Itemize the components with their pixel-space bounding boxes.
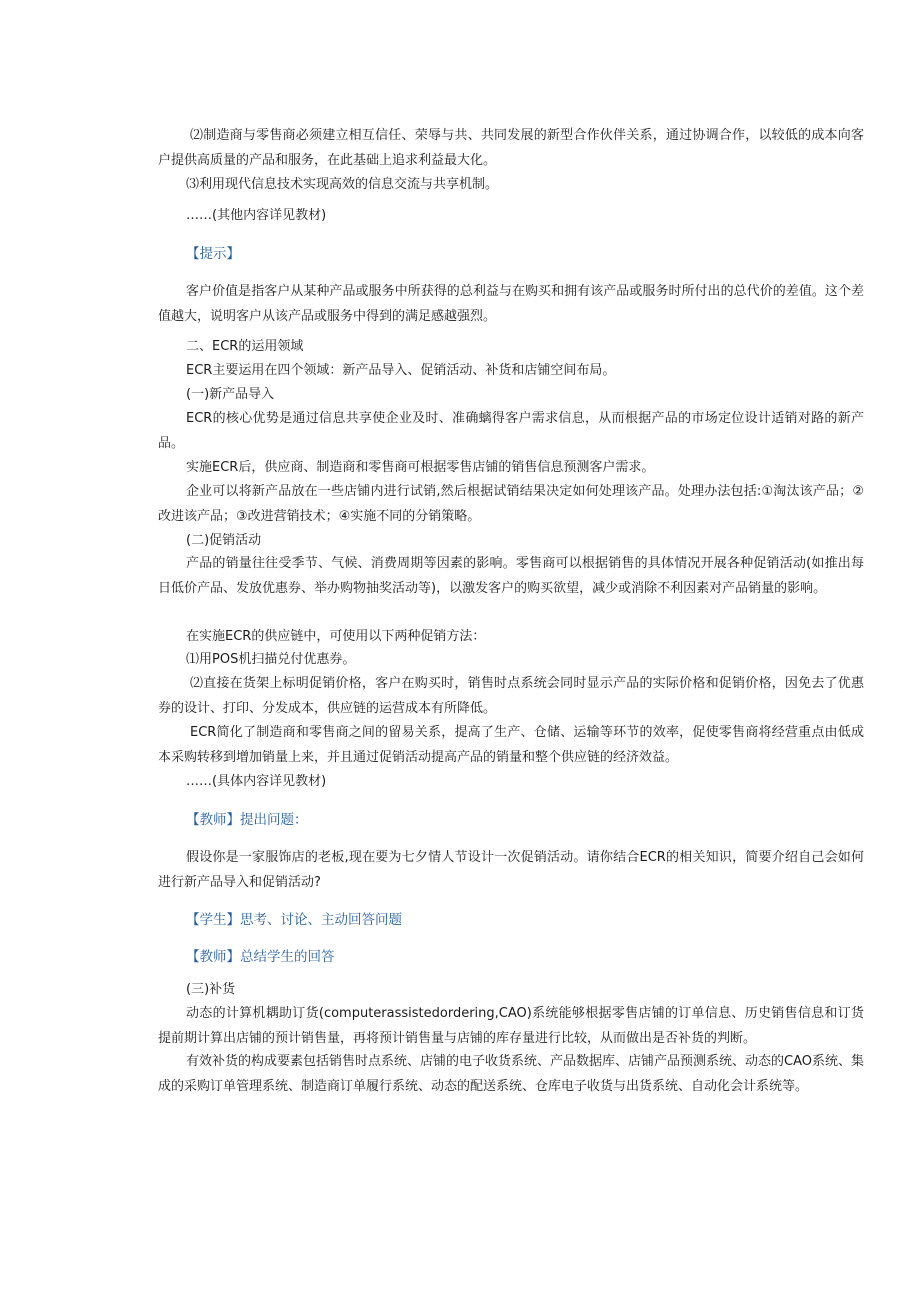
paragraph-replenishment-elements: 有效补货的构成要素包括销售时点系统、店铺的电子收货系统、产品数据库、店铺产品预测系统、动态的CAO系统、集成的采购订单管理系统、制造商订单履行系统、动态的配送系统、仓库电子收货与出货系统、自动化会计系统等。 (158, 1054, 864, 1094)
paragraph-ecr-advantage: ECR的核心优势是通过信息共享使企业及时、准确螭得客户需求信息，从而根据产品的市场定位设计适销对路的新产品。 (158, 411, 864, 451)
paragraph-trial-sales: 企业可以将新产品放在一些店铺内进行试销,然后根据试销结果决定如何处理该产品。处理办法包括:①淘汰该产品；②改进该产品；③改进营销技术；④实施不同的分销策略。 (158, 484, 864, 524)
paragraph-pos-coupons: ⑴用POS机扫描兑付优惠券。 (186, 652, 356, 667)
subheading-promotion: (二)促销活动 (186, 533, 262, 548)
student-activity-label: 【学生】思考、讨论、主动回答问题 (186, 912, 402, 928)
section-heading-ecr-areas: 二、ECR的运用领域 (186, 339, 304, 354)
paragraph-ecr-forecast: 实施ECR后，供应商、制造商和零售商可根据零售店铺的销售信息预测客户需求。 (186, 460, 655, 475)
paragraph-see-textbook: ……(其他内容详见教材) (186, 208, 327, 223)
paragraph-ecr-areas: ECR主要运用在四个领域：新产品导入、促销活动、补货和店铺空间布局。 (186, 363, 616, 378)
paragraph-promotion-factors: 产品的销量往往受季节、气候、消费周期等因素的影响。零售商可以根据销售的具体情况开展各种促销活动(如推出每日低价产品、发放优惠券、举办购物抽奖活动等)，以激发客户的购买欲望，减少或消除不利因素对产品销量的影响。 (158, 556, 864, 596)
paragraph-ecr-simplifies: ECR简化了制造商和零售商之间的留易关系，提高了生产、仓储、运输等环节的效率，促使零售商将经营重点由低成本采购转移到增加销量上来，并且通过促销活动提高产品的销量和整个供应链的经济效益。 (158, 725, 864, 765)
paragraph-promotion-methods: 在实施ECR的供应链中，可使用以下两种促销方法： (186, 629, 486, 644)
teacher-question-label: 【教师】提出问题： (186, 812, 308, 828)
paragraph-question: 假设你是一家服饰店的老板,现在要为七夕情人节设计一次促销活动。请你结合ECR的相关知识，简要介绍自己会如何进行新产品导入和促销活动? (158, 850, 864, 890)
paragraph-cao: 动态的计算机耦助订货(computerassistedordering,CAO)系统能够根据零售店铺的订单信息、历史销售信息和订货提前期计算出店铺的预计销售量，再将预计销售量与店铺的库存量进行比较，从而做出是否补货的判断。 (158, 1006, 864, 1046)
paragraph-see-textbook-2: ……(具体内容详见教材) (186, 774, 327, 789)
subheading-new-product: (一)新产品导入 (186, 387, 275, 402)
paragraph-cooperation: ⑵制造商与零售商必须建立相互信任、荣辱与共、共同发展的新型合作伙伴关系，通过协调合作，以较低的成本向客户提供高质量的产品和服务，在此基础上追求利益最大化。 (158, 128, 864, 168)
hint-label: 【提示】 (186, 246, 240, 262)
paragraph-shelf-pricing: ⑵直接在货架上标明促销价格，客户在购买时，销售时点系统会同时显示产品的实际价格和促销价格，因免去了优惠券的设计、打印、分发成本，供应链的运营成本有所降低。 (158, 676, 864, 716)
subheading-replenishment: (三)补货 (186, 982, 236, 997)
paragraph-customer-value: 客户价值是指客户从某种产品或服务中所获得的总利益与在购买和拥有该产品或服务时所付出的总代价的差值。这个差值越大，说明客户从该产品或服务中得到的满足感越强烈。 (158, 284, 864, 324)
paragraph-info-sharing: ⑶利用现代信息技术实现高效的信息交流与共享机制。 (186, 177, 499, 192)
teacher-summary-label: 【教师】总结学生的回答 (186, 949, 335, 965)
